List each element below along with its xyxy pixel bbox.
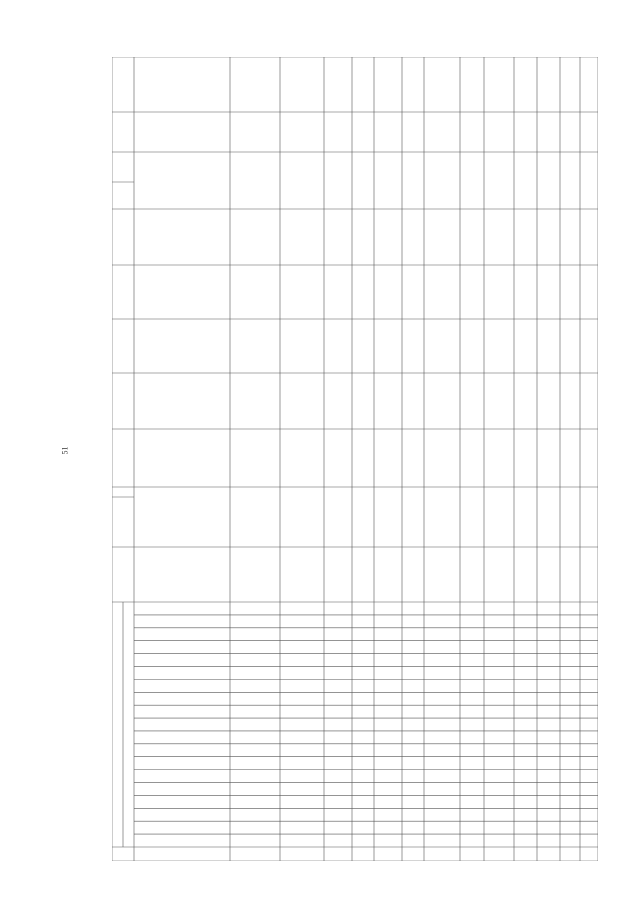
rotated-table: [112, 57, 598, 861]
rotated-table-sheet: [112, 57, 598, 861]
page-number: 51: [60, 446, 70, 455]
